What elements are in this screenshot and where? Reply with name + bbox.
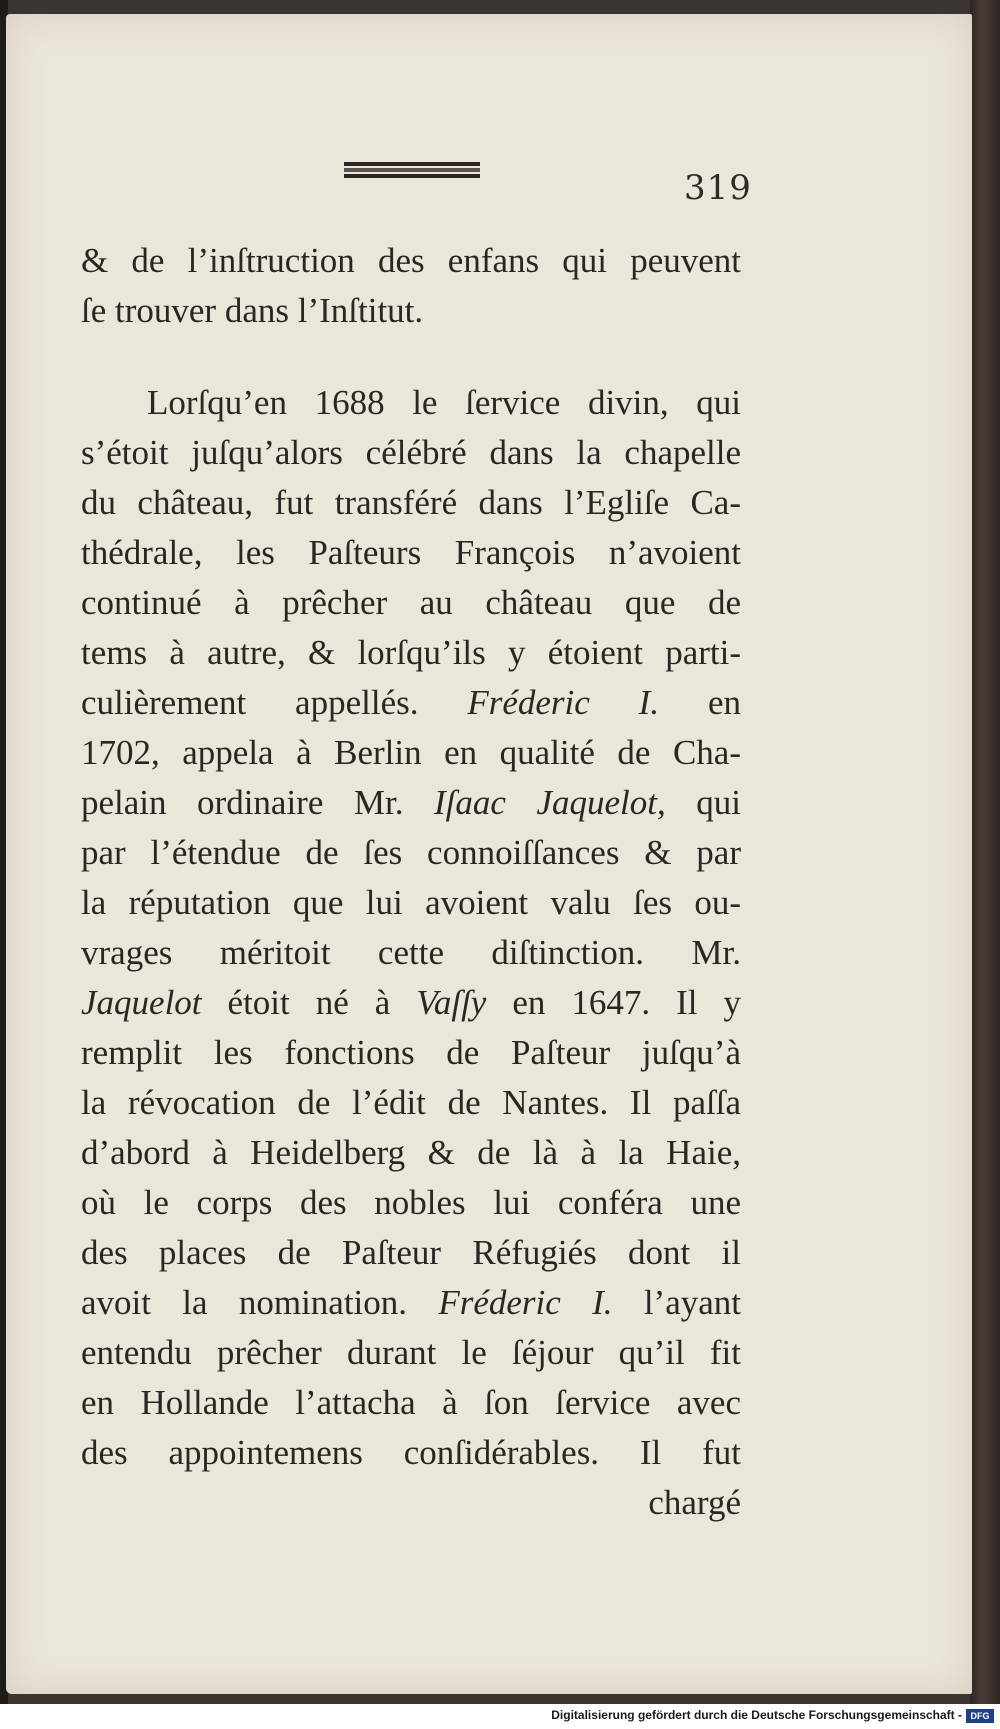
text-line: la révocation de l’édit de Nantes. Il paſſa bbox=[81, 1083, 741, 1122]
text-line: des places de Paſteur Réfugiés dont il bbox=[81, 1233, 741, 1272]
header-ornament bbox=[342, 160, 482, 180]
text-line: des appointemens conſidérables. Il fut bbox=[81, 1433, 741, 1472]
text-line: & de l’inſtruction des enfans qui peuvent bbox=[81, 241, 741, 280]
footer-credit: Digitalisierung gefördert durch die Deutsche Forschungsgemeinschaft - bbox=[551, 1708, 962, 1722]
text-line bbox=[81, 1278, 741, 1328]
text-segment: avoit la nomination. bbox=[81, 1283, 408, 1322]
text-line: 1702, appela à Berlin en qualité de Cha- bbox=[81, 733, 741, 772]
text-line: d’abord à Heidelberg & de là à la Haie, bbox=[81, 1133, 741, 1172]
italic-name: Fréderic I. bbox=[438, 1283, 613, 1322]
text-line: du château, fut transféré dans l’Egliſe Ca- bbox=[81, 483, 741, 522]
body-text bbox=[81, 236, 741, 1528]
digitization-footer bbox=[0, 1704, 1000, 1729]
text-line: ſe trouver dans l’Inſtitut. bbox=[81, 291, 424, 330]
text-line: où le corps des nobles lui conféra une bbox=[81, 1183, 741, 1222]
text-segment: pelain ordinaire Mr. bbox=[81, 783, 404, 822]
text-line: tems à autre, & lorſqu’ils y étoient parti- bbox=[81, 633, 741, 672]
book-cover-edge bbox=[970, 0, 1000, 1729]
text-line: par l’étendue de ſes connoiſſances & par bbox=[81, 833, 741, 872]
page-number: 319 bbox=[684, 168, 752, 208]
text-line: la réputation que lui avoient valu ſes ou- bbox=[81, 883, 741, 922]
text-line: Lorſqu’en 1688 le ſervice divin, qui bbox=[147, 383, 741, 422]
catchword: chargé bbox=[648, 1483, 741, 1522]
book-page bbox=[6, 14, 972, 1694]
text-line bbox=[81, 978, 741, 1028]
text-line: s’étoit juſqu’alors célébré dans la chapelle bbox=[81, 433, 741, 472]
italic-name: Fréderic I. bbox=[467, 683, 660, 722]
text-segment: l’ayant bbox=[643, 1283, 742, 1322]
text-line: en Hollande l’attacha à ſon ſervice avec bbox=[81, 1383, 741, 1422]
text-segment: en bbox=[707, 683, 742, 722]
paragraph-gap bbox=[81, 336, 741, 378]
text-line: continué à prêcher au château que de bbox=[81, 583, 741, 622]
text-line bbox=[81, 778, 741, 828]
text-line bbox=[81, 678, 741, 728]
text-segment: étoit né à bbox=[227, 983, 391, 1022]
text-segment: culièrement appellés. bbox=[81, 683, 419, 722]
italic-place: Vaſſy bbox=[416, 983, 487, 1022]
text-line: thédrale, les Paſteurs François n’avoient bbox=[81, 533, 741, 572]
text-line: remplit les fonctions de Paſteur juſqu’à bbox=[81, 1033, 741, 1072]
text-segment: en 1647. Il y bbox=[512, 983, 742, 1022]
text-segment: , qui bbox=[657, 783, 741, 822]
text-line: entendu prêcher durant le ſéjour qu’il fit bbox=[81, 1333, 741, 1372]
text-line: vrages méritoit cette diſtinction. Mr. bbox=[81, 933, 741, 972]
italic-name: Jaquelot bbox=[81, 983, 202, 1022]
dfg-logo-icon: DFG bbox=[966, 1709, 994, 1723]
italic-name: Iſaac Jaquelot bbox=[434, 783, 657, 822]
